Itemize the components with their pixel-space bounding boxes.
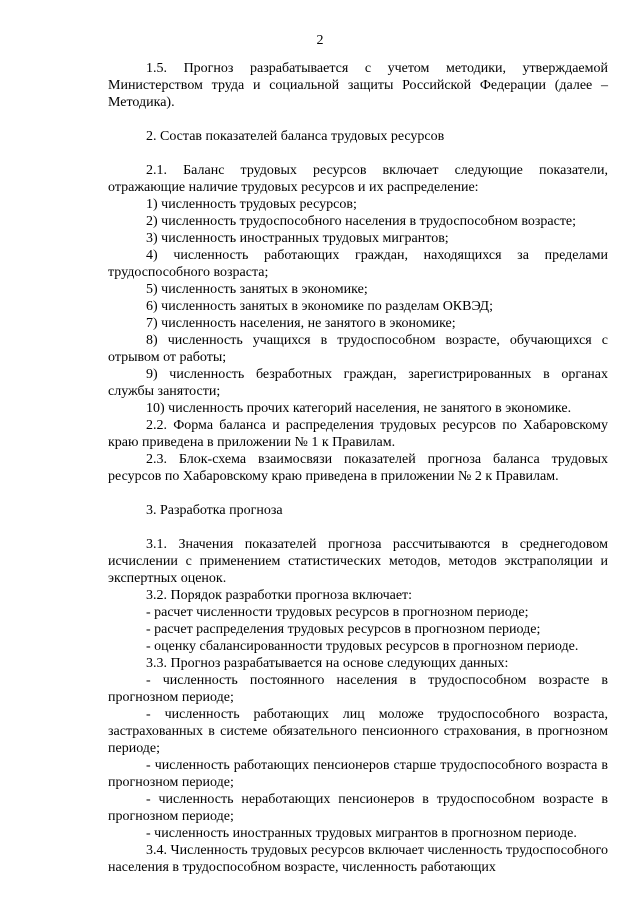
paragraph-3-1: 3.1. Значения показателей прогноза рассчитываются в среднегодовом исчислении с применением статистических методов, методов экстраполяции и экспертных оценок. bbox=[108, 537, 608, 586]
list-item: - численность постоянного населения в трудоспособном возрасте в прогнозном периоде; bbox=[108, 673, 608, 705]
section-heading-2: 2. Состав показателей баланса трудовых ресурсов bbox=[146, 129, 445, 144]
list-item: - численность работающих лиц моложе трудоспособного возраста, застрахованных в системе обязательного пенсионного страхования, в прогнозном периоде; bbox=[108, 707, 608, 756]
paragraph-3-4: 3.4. Численность трудовых ресурсов включает численность трудоспособного населения в трудоспособном возрасте, численность работающих bbox=[108, 843, 608, 875]
list-item: 4) численность работающих граждан, находящихся за пределами трудоспособного возраста; bbox=[108, 248, 608, 280]
list-item: 3) численность иностранных трудовых мигрантов; bbox=[146, 231, 449, 246]
list-item: 1) численность трудовых ресурсов; bbox=[146, 197, 357, 212]
page-number: 2 bbox=[316, 33, 324, 48]
document-body bbox=[108, 60, 608, 876]
paragraph-3-2: 3.2. Порядок разработки прогноза включает: bbox=[146, 588, 413, 603]
list-item: - расчет численности трудовых ресурсов в прогнозном периоде; bbox=[146, 605, 529, 620]
paragraph-2-2: 2.2. Форма баланса и распределения трудовых ресурсов по Хабаровскому краю приведена в приложении № 1 к Правилам. bbox=[108, 418, 608, 450]
paragraph-2-3: 2.3. Блок-схема взаимосвязи показателей прогноза баланса трудовых ресурсов по Хабаровскому краю приведена в приложении № 2 к Правилам. bbox=[108, 452, 608, 484]
section-heading-3: 3. Разработка прогноза bbox=[146, 503, 283, 518]
spacer bbox=[108, 145, 608, 162]
list-item: 9) численность безработных граждан, зарегистрированных в органах службы занятости; bbox=[108, 367, 608, 399]
spacer bbox=[108, 519, 608, 536]
list-item: 10) численность прочих категорий населения, не занятого в экономике. bbox=[146, 401, 572, 416]
spacer bbox=[108, 485, 608, 502]
list-item: 8) численность учащихся в трудоспособном возрасте, обучающихся с отрывом от работы; bbox=[108, 333, 608, 365]
paragraph-3-3: 3.3. Прогноз разрабатывается на основе следующих данных: bbox=[146, 656, 509, 671]
list-item: 7) численность населения, не занятого в экономике; bbox=[146, 316, 456, 331]
paragraph-1-5: 1.5. Прогноз разрабатывается с учетом методики, утверждаемой Министерством труда и социальной защиты Российской Федерации (далее – Методика). bbox=[108, 61, 608, 110]
list-item: - численность работающих пенсионеров старше трудоспособного возраста в прогнозном периоде; bbox=[108, 758, 608, 790]
spacer bbox=[108, 111, 608, 128]
list-item: - численность иностранных трудовых мигрантов в прогнозном периоде. bbox=[146, 826, 577, 841]
list-item: - оценку сбалансированности трудовых ресурсов в прогнозном периоде. bbox=[146, 639, 579, 654]
paragraph-2-1: 2.1. Баланс трудовых ресурсов включает следующие показатели, отражающие наличие трудовых ресурсов и их распределение: bbox=[108, 163, 608, 195]
list-item: 5) численность занятых в экономике; bbox=[146, 282, 368, 297]
list-item: - численность неработающих пенсионеров в трудоспособном возрасте в прогнозном периоде; bbox=[108, 792, 608, 824]
list-item: 2) численность трудоспособного населения в трудоспособном возрасте; bbox=[146, 214, 577, 229]
list-item: 6) численность занятых в экономике по разделам ОКВЭД; bbox=[146, 299, 493, 314]
list-item: - расчет распределения трудовых ресурсов в прогнозном периоде; bbox=[146, 622, 541, 637]
